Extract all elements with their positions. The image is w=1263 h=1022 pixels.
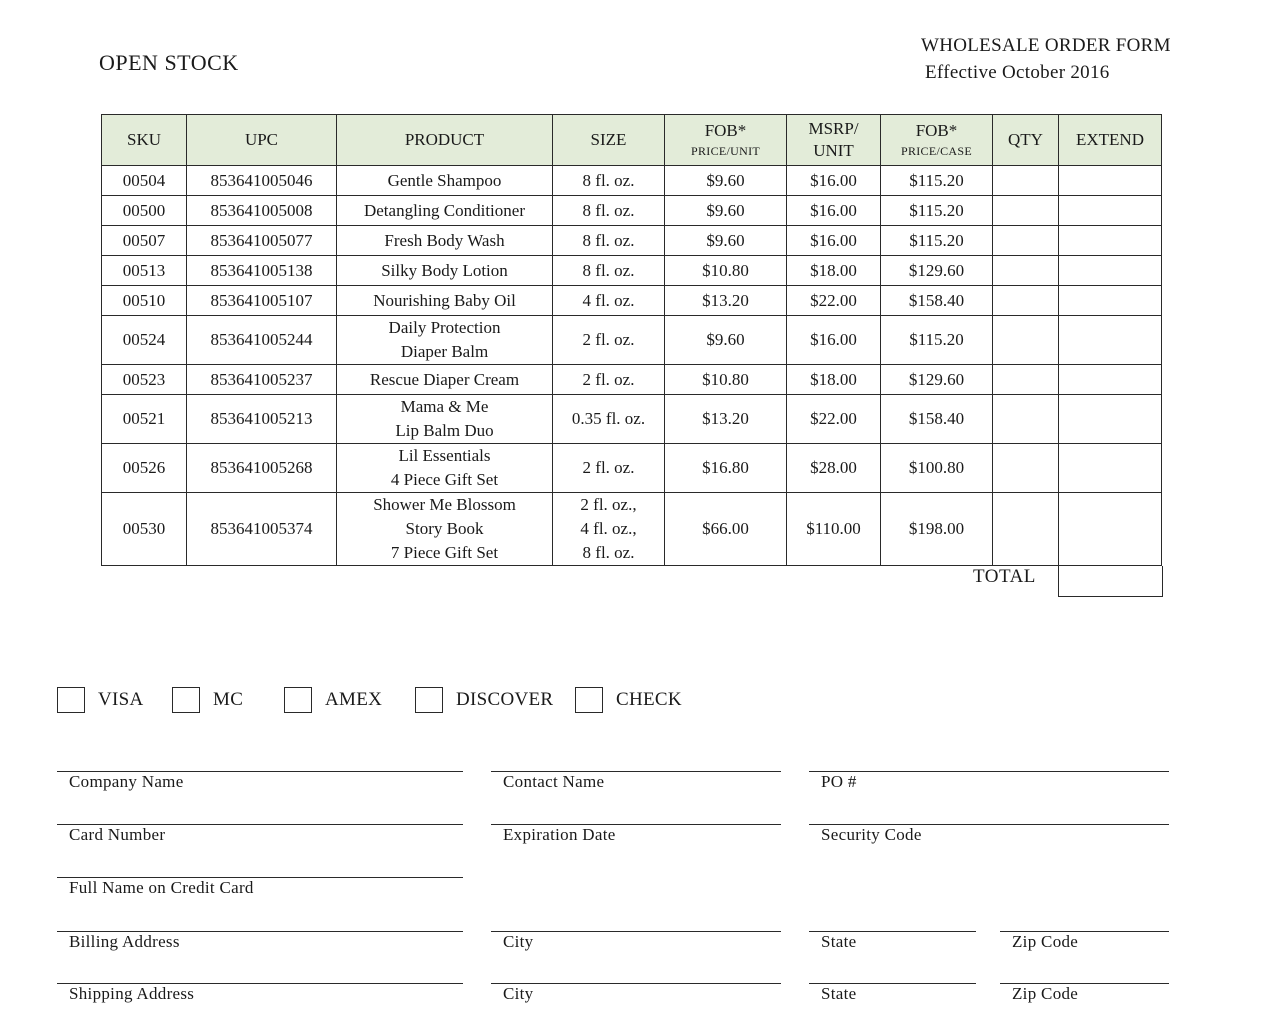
cell-product-line: 4 Piece Gift Set — [390, 470, 499, 489]
cell-product — [337, 395, 553, 444]
cell-sku: 00530 — [102, 493, 187, 566]
cell-sku: 00513 — [102, 256, 187, 286]
cell-product — [337, 286, 553, 316]
cell-product-line: Lil Essentials — [398, 446, 491, 465]
table-row — [102, 493, 1162, 566]
table-header-row — [102, 115, 1162, 166]
billing-city-label: City — [503, 932, 534, 951]
table-row — [102, 166, 1162, 196]
cell-extend-input[interactable] — [1059, 166, 1162, 196]
cell-fob-unit: $13.20 — [665, 286, 787, 316]
cell-size-line: 8 fl. oz. — [582, 543, 635, 562]
header-sku: SKU — [102, 115, 187, 166]
table-row — [102, 286, 1162, 316]
header-product: PRODUCT — [337, 115, 553, 166]
header-msrp-bottom: UNIT — [813, 141, 854, 160]
contact-name-label: Contact Name — [503, 772, 605, 791]
cell-product — [337, 444, 553, 493]
cell-qty-input[interactable] — [993, 444, 1059, 493]
amex-checkbox[interactable] — [284, 687, 312, 713]
security-code-label: Security Code — [821, 825, 922, 844]
cell-product-line: Nourishing Baby Oil — [373, 290, 516, 310]
shipping-state-label: State — [821, 984, 857, 1003]
cell-fob-unit: $66.00 — [665, 493, 787, 566]
cell-extend-input[interactable] — [1059, 365, 1162, 395]
discover-checkbox[interactable] — [415, 687, 443, 713]
cell-upc: 853641005374 — [187, 493, 337, 566]
cell-qty-input[interactable] — [993, 226, 1059, 256]
header-fob-case-top: FOB* — [915, 121, 958, 140]
header-fob-unit — [665, 115, 787, 166]
cell-extend-input[interactable] — [1059, 196, 1162, 226]
cell-size-line: 0.35 fl. oz. — [571, 409, 646, 428]
table-row — [102, 196, 1162, 226]
cell-msrp: $22.00 — [787, 286, 881, 316]
amex-label: AMEX — [325, 689, 383, 710]
cell-product-line: Mama & Me — [400, 397, 489, 416]
cell-product-line: Lip Balm Duo — [395, 421, 494, 440]
full-name-label: Full Name on Credit Card — [69, 878, 254, 897]
cell-fob-unit: $9.60 — [665, 166, 787, 196]
billing-zip-field[interactable] — [1000, 931, 1169, 962]
cell-size — [553, 365, 665, 395]
cell-upc: 853641005046 — [187, 166, 337, 196]
header-qty: QTY — [993, 115, 1059, 166]
cell-msrp: $18.00 — [787, 365, 881, 395]
cell-size-line: 2 fl. oz. — [582, 369, 635, 389]
cell-msrp: $18.00 — [787, 256, 881, 286]
cell-product — [337, 166, 553, 196]
cell-product — [337, 316, 553, 365]
table-row — [102, 256, 1162, 286]
cell-fob-case: $158.40 — [881, 286, 993, 316]
check-checkbox[interactable] — [575, 687, 603, 713]
visa-checkbox[interactable] — [57, 687, 85, 713]
security-code-field[interactable] — [809, 824, 1169, 855]
cell-size-line: 2 fl. oz. — [582, 330, 635, 349]
mc-checkbox[interactable] — [172, 687, 200, 713]
cell-size — [553, 395, 665, 444]
cell-extend-input[interactable] — [1059, 316, 1162, 365]
payment-option-mc[interactable] — [172, 685, 243, 715]
cell-sku: 00500 — [102, 196, 187, 226]
cell-size-line: 8 fl. oz. — [582, 200, 635, 220]
table-row — [102, 226, 1162, 256]
shipping-city-label: City — [503, 984, 534, 1003]
cell-product — [337, 226, 553, 256]
cell-upc: 853641005138 — [187, 256, 337, 286]
company-name-field[interactable] — [57, 771, 463, 802]
header-msrp-top: MSRP/ — [808, 119, 859, 138]
effective-date: Effective October 2016 — [925, 62, 1110, 83]
cell-fob-unit: $9.60 — [665, 196, 787, 226]
discover-label: DISCOVER — [456, 689, 554, 710]
cell-msrp: $28.00 — [787, 444, 881, 493]
table-row — [102, 365, 1162, 395]
cell-upc: 853641005107 — [187, 286, 337, 316]
cell-fob-case: $115.20 — [881, 316, 993, 365]
company-name-label: Company Name — [69, 772, 184, 791]
cell-fob-case: $115.20 — [881, 196, 993, 226]
payment-option-amex[interactable] — [284, 685, 382, 715]
table-row — [102, 395, 1162, 444]
cell-fob-case: $100.80 — [881, 444, 993, 493]
cell-fob-unit: $10.80 — [665, 256, 787, 286]
shipping-zip-label: Zip Code — [1012, 984, 1079, 1003]
cell-msrp: $16.00 — [787, 316, 881, 365]
header-fob-case — [881, 115, 993, 166]
cell-qty-input[interactable] — [993, 493, 1059, 566]
payment-option-check[interactable] — [575, 685, 682, 715]
cell-size-line: 2 fl. oz., — [580, 495, 637, 514]
payment-option-discover[interactable] — [415, 685, 553, 715]
shipping-state-field[interactable] — [809, 983, 976, 1014]
cell-product — [337, 365, 553, 395]
page-title-open-stock: OPEN STOCK — [99, 50, 239, 75]
header-fob-case-bottom: PRICE/CASE — [900, 144, 972, 158]
cell-size — [553, 166, 665, 196]
billing-state-label: State — [821, 932, 857, 951]
cell-sku: 00526 — [102, 444, 187, 493]
cell-product — [337, 493, 553, 566]
cell-fob-unit: $9.60 — [665, 226, 787, 256]
cell-size-line: 8 fl. oz. — [582, 230, 635, 250]
cell-fob-unit: $13.20 — [665, 395, 787, 444]
cell-size — [553, 444, 665, 493]
shipping-address-label: Shipping Address — [69, 984, 195, 1003]
cell-sku: 00524 — [102, 316, 187, 365]
cell-product-line: 7 Piece Gift Set — [390, 543, 499, 562]
cell-extend-input[interactable] — [1059, 493, 1162, 566]
cell-sku: 00504 — [102, 166, 187, 196]
cell-product-line: Shower Me Blossom — [373, 495, 516, 514]
header-upc: UPC — [187, 115, 337, 166]
cell-upc: 853641005077 — [187, 226, 337, 256]
cell-product-line: Story Book — [405, 519, 484, 538]
total-input[interactable] — [1058, 566, 1163, 597]
cell-fob-case: $115.20 — [881, 226, 993, 256]
cell-qty-input[interactable] — [993, 256, 1059, 286]
cell-size — [553, 286, 665, 316]
billing-state-field[interactable] — [809, 931, 976, 962]
cell-upc: 853641005237 — [187, 365, 337, 395]
cell-product-line: Daily Protection — [388, 318, 501, 337]
cell-qty-input[interactable] — [993, 196, 1059, 226]
cell-qty-input[interactable] — [993, 395, 1059, 444]
shipping-zip-field[interactable] — [1000, 983, 1169, 1014]
total-label: TOTAL — [973, 566, 1036, 587]
cell-msrp: $16.00 — [787, 196, 881, 226]
cell-msrp: $22.00 — [787, 395, 881, 444]
table-row — [102, 316, 1162, 365]
cell-product — [337, 256, 553, 286]
cell-size-line: 8 fl. oz. — [582, 260, 635, 280]
cell-product-line: Silky Body Lotion — [381, 260, 508, 280]
cell-fob-case: $129.60 — [881, 256, 993, 286]
cell-qty-input[interactable] — [993, 316, 1059, 365]
cell-product — [337, 196, 553, 226]
table-row — [102, 444, 1162, 493]
cell-size-line: 4 fl. oz. — [582, 290, 635, 310]
mc-label: MC — [213, 689, 244, 710]
shipping-city-field[interactable] — [491, 983, 781, 1014]
header-size: SIZE — [553, 115, 665, 166]
card-number-label: Card Number — [69, 825, 166, 844]
header-msrp — [787, 115, 881, 166]
payment-option-visa[interactable] — [57, 685, 144, 715]
cell-size — [553, 493, 665, 566]
full-name-field[interactable] — [57, 877, 463, 908]
check-label: CHECK — [616, 689, 682, 710]
cell-product-line: Fresh Body Wash — [384, 230, 505, 250]
cell-qty-input[interactable] — [993, 365, 1059, 395]
cell-fob-unit: $9.60 — [665, 316, 787, 365]
cell-extend-input[interactable] — [1059, 395, 1162, 444]
order-table — [101, 114, 1162, 566]
billing-address-label: Billing Address — [69, 932, 180, 951]
expiration-date-field[interactable] — [491, 824, 781, 855]
po-number-field[interactable] — [809, 771, 1169, 802]
cell-sku: 00521 — [102, 395, 187, 444]
header-fob-unit-top: FOB* — [704, 121, 747, 140]
cell-size-line: 2 fl. oz. — [582, 458, 635, 477]
cell-fob-case: $129.60 — [881, 365, 993, 395]
cell-size-line: 4 fl. oz., — [580, 519, 637, 538]
cell-msrp: $16.00 — [787, 226, 881, 256]
cell-size — [553, 256, 665, 286]
billing-address-field[interactable] — [57, 931, 463, 962]
cell-upc: 853641005213 — [187, 395, 337, 444]
cell-upc: 853641005268 — [187, 444, 337, 493]
header-extend: EXTEND — [1059, 115, 1162, 166]
billing-city-field[interactable] — [491, 931, 781, 962]
cell-size — [553, 226, 665, 256]
header-fob-unit-bottom: PRICE/UNIT — [691, 144, 760, 158]
cell-extend-input[interactable] — [1059, 444, 1162, 493]
cell-fob-case: $115.20 — [881, 166, 993, 196]
cell-size-line: 8 fl. oz. — [582, 170, 635, 190]
cell-msrp: $110.00 — [787, 493, 881, 566]
cell-product-line: Gentle Shampoo — [387, 170, 502, 190]
card-number-field[interactable] — [57, 824, 463, 855]
cell-sku: 00523 — [102, 365, 187, 395]
cell-product-line: Diaper Balm — [400, 342, 489, 361]
cell-upc: 853641005244 — [187, 316, 337, 365]
cell-fob-case: $158.40 — [881, 395, 993, 444]
cell-sku: 00510 — [102, 286, 187, 316]
cell-upc: 853641005008 — [187, 196, 337, 226]
visa-label: VISA — [98, 689, 144, 710]
cell-qty-input[interactable] — [993, 166, 1059, 196]
cell-extend-input[interactable] — [1059, 286, 1162, 316]
cell-product-line: Rescue Diaper Cream — [369, 369, 520, 389]
cell-fob-unit: $10.80 — [665, 365, 787, 395]
contact-name-field[interactable] — [491, 771, 781, 802]
cell-extend-input[interactable] — [1059, 226, 1162, 256]
cell-qty-input[interactable] — [993, 286, 1059, 316]
cell-product-line: Detangling Conditioner — [363, 200, 525, 220]
cell-size — [553, 196, 665, 226]
cell-size — [553, 316, 665, 365]
po-number-label: PO # — [821, 772, 857, 791]
cell-extend-input[interactable] — [1059, 256, 1162, 286]
cell-fob-case: $198.00 — [881, 493, 993, 566]
form-title: WHOLESALE ORDER FORM — [921, 35, 1171, 56]
billing-zip-label: Zip Code — [1012, 932, 1079, 951]
shipping-address-field[interactable] — [57, 983, 463, 1014]
cell-sku: 00507 — [102, 226, 187, 256]
expiration-date-label: Expiration Date — [503, 825, 616, 844]
cell-fob-unit: $16.80 — [665, 444, 787, 493]
cell-msrp: $16.00 — [787, 166, 881, 196]
